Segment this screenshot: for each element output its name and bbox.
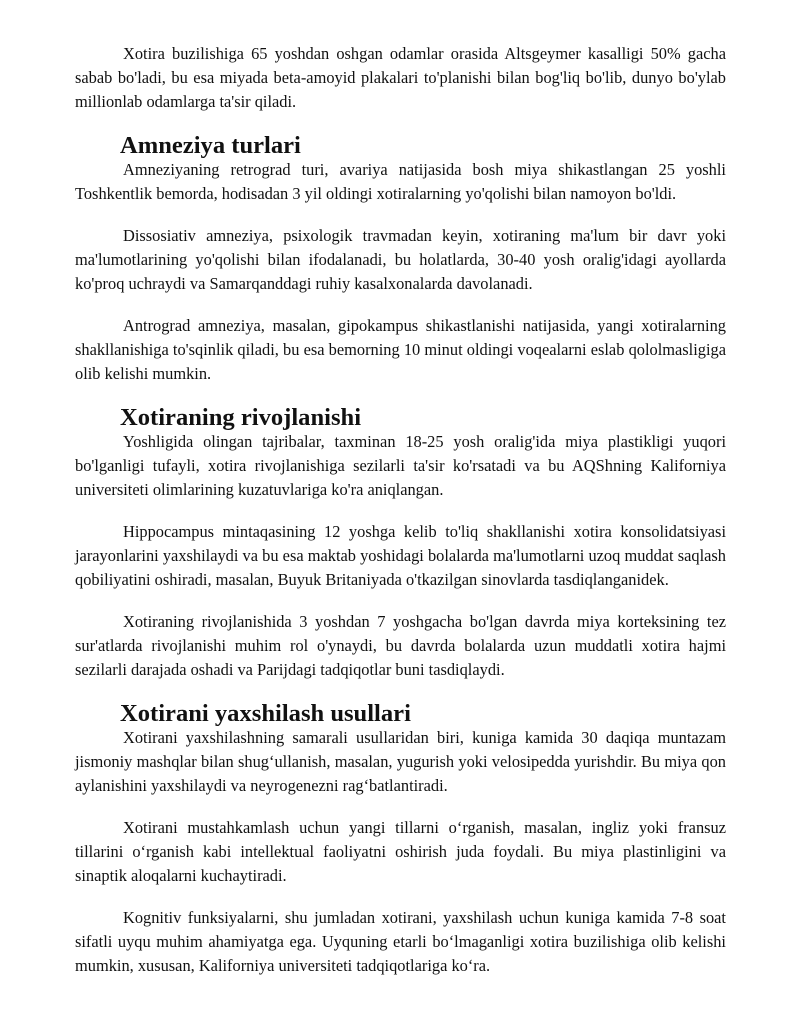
amnesia-anterograde-paragraph: Antrograd amneziya, masalan, gipokampus shikastlanishi natijasida, yangi xotiralarning shakllanishiga to'sqinlik qiladi, bu esa bemorning 10 minut oldingi voqealarni eslab qololmasligiga olib kelishi mumkin. — [75, 316, 726, 383]
development-paragraph-3: Xotiraning rivojlanishida 3 yoshdan 7 yoshgacha bo'lgan davrda miya korteksining tez sur'atlarda rivojlanishi muhim rol o'ynaydi, bu davrda bolalarda uzun muddatli xotira hajmi sezilarli darajada oshadi va Parijdagi tadqiqotlar buni tasdiqlaydi. — [75, 612, 726, 679]
spacer — [75, 386, 726, 406]
spacer — [75, 296, 726, 314]
amnesia-dissociative-paragraph: Dissosiativ amneziya, psixologik travmadan keyin, xotiraning ma'lum bir davr yoki ma'lumotlarining yo'qolishi bilan ifodalanadi, bu holatlarda, 30-40 yosh oralig'idagi ayollarda ko'proq uchraydi va Samarqanddagi ruhiy kasalxonalarda davolanadi. — [75, 226, 726, 293]
development-paragraph-2: Hippocampus mintaqasining 12 yoshga kelib to'liq shakllanishi xotira konsolidatsiyasi jarayonlarini yaxshilaydi va bu esa maktab yoshidagi bolalarda ma'lumotlarni uzoq muddat saqlash qobiliyatini oshiradi, masalan, Buyuk Britaniyada o'tkazilgan sinovlarda tasdiqlanganidek. — [75, 522, 726, 589]
spacer — [75, 114, 726, 134]
spacer — [75, 682, 726, 702]
development-paragraph-1: Yoshligida olingan tajribalar, taxminan 18-25 yosh oralig'ida miya plastikligi yuqori bo'lganligi tufayli, xotira rivojlanishiga sezilarli ta'sir ko'rsatadi va bu AQShning Kaliforniya universiteti olimlarining kuzatuvlariga ko'ra aniqlangan. — [75, 432, 726, 499]
improvement-paragraph-3: Kognitiv funksiyalarni, shu jumladan xotirani, yaxshilash uchun kuniga kamida 7-8 soat sifatli uyqu muhim ahamiyatga ega. Uyquning etarli bo‘lmaganligi xotira buzilishiga olib kelishi mumkin, xususan, Kaliforniya universiteti tadqiqotlariga ko‘ra. — [75, 908, 726, 975]
improvement-paragraph-2: Xotirani mustahkamlash uchun yangi tillarni o‘rganish, masalan, ingliz yoki fransuz tillarini o‘rganish kabi intellektual faoliyatni oshirish juda foydali. Bu miya plastinligini va sinaptik aloqalarni kuchaytiradi. — [75, 818, 726, 885]
spacer — [75, 502, 726, 520]
improvement-paragraph-1: Xotirani yaxshilashning samarali usullaridan biri, kuniga kamida 30 daqiqa muntazam jismoniy mashqlar bilan shug‘ullanish, masalan, yugurish yoki velosipedda yurishdir. Bu miya qon aylanishini yaxshilaydi va neyrogenezni rag‘batlantiradi. — [75, 728, 726, 795]
spacer — [75, 798, 726, 816]
section-heading-memory-improvement: Xotirani yaxshilash usullari — [120, 700, 411, 727]
section-heading-amnesia-types: Amneziya turlari — [120, 132, 301, 159]
document-page — [75, 42, 726, 978]
spacer — [75, 206, 726, 224]
amnesia-retrograde-paragraph: Amneziyaning retrograd turi, avariya natijasida bosh miya shikastlangan 25 yoshli Toshkentlik bemorda, hodisadan 3 yil oldingi xotiralarning yo'qolishi bilan namoyon bo'ldi. — [75, 160, 726, 203]
spacer — [75, 592, 726, 610]
spacer — [75, 888, 726, 906]
intro-paragraph: Xotira buzilishiga 65 yoshdan oshgan odamlar orasida Altsgeymer kasalligi 50% gacha sabab bo'ladi, bu esa miyada beta-amoyid plakalari to'planishi bilan bog'liq bo'lib, dunyo bo'ylab millionlab odamlarga ta'sir qiladi. — [75, 44, 726, 111]
section-heading-memory-development: Xotiraning rivojlanishi — [120, 404, 362, 431]
